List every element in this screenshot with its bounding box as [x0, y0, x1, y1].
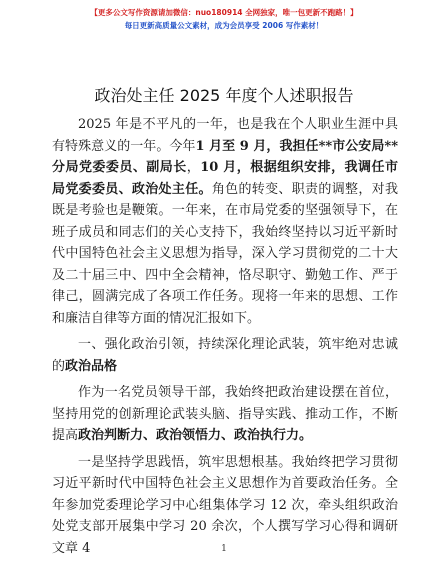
paragraph-study: 一是坚持学思践悟，筑牢思想根基。我始终把学习贯彻习近平新时代中国特色社会主义思想作为首要政治任务。全年参加党委理论学习中心组集体学习 12 次，牵头组织政治处党支部开展集中学习 20 余次，个人撰写学习心得和调研文章 4 — [52, 454, 398, 556]
document-body — [52, 114, 398, 559]
promo-banner — [0, 6, 448, 32]
paragraph-section-1-intro — [52, 382, 398, 447]
intro-text-bold-2: 10 月，根据组织安排，我调任市局党委委员、政治处主任。 — [52, 160, 398, 197]
intro-text-bold-1: 1 月至 9 月，我担任**市公安局**分局党委委员、副局长 — [52, 138, 398, 175]
promo-banner-line-2: 每日更新高质量公文素材，成为会员享受 2006 写作素材！ — [124, 21, 324, 30]
intro-text-a: 2025 年是不平凡的一年，也是我在个人职业生涯中具有特殊意义的一年。今年 — [52, 117, 398, 154]
heading-section-1 — [52, 334, 398, 377]
heading-section-1-text: 一、强化政治引领，持续深化理论武装，筑牢绝对忠诚的 — [52, 337, 398, 374]
heading-section-1-bold: 政治品格 — [65, 358, 118, 374]
section-1-intro-text: 作为一名党员领导干部，我始终把政治建设摆在首位，坚持用党的创新理论武装头脑、指导实践、推动工作，不断提高 — [52, 385, 398, 443]
intro-text-c: ， — [186, 160, 201, 175]
section-1-intro-bold: 政治判断力、政治领悟力、政治执行力。 — [78, 428, 313, 443]
page-number: 1 — [221, 544, 227, 554]
document-title: 政治处主任 2025 年度个人述职报告 — [94, 86, 354, 105]
intro-text-e: 角色的转变、职责的调整，对我既是考验也是鞭策。一年来，在市局党委的坚强领导下，在班子成员和同志们的关心支持下，我始终坚持以习近平新时代中国特色社会主义思想为指导，深入学习贯彻党的二十大及二十届三中、四中全会精神，恪尽职守、勤勉工作、严于律己，圆满完成了各项工作任务。现将一年来的思想、工作和廉洁自律等方面的情况汇报如下。 — [52, 181, 398, 326]
promo-banner-line-1: 【更多公文写作资源请加微信：nuo180914 全网独家，唯一包更新不跑路！】 — [90, 8, 358, 17]
paragraph-intro — [52, 114, 398, 329]
